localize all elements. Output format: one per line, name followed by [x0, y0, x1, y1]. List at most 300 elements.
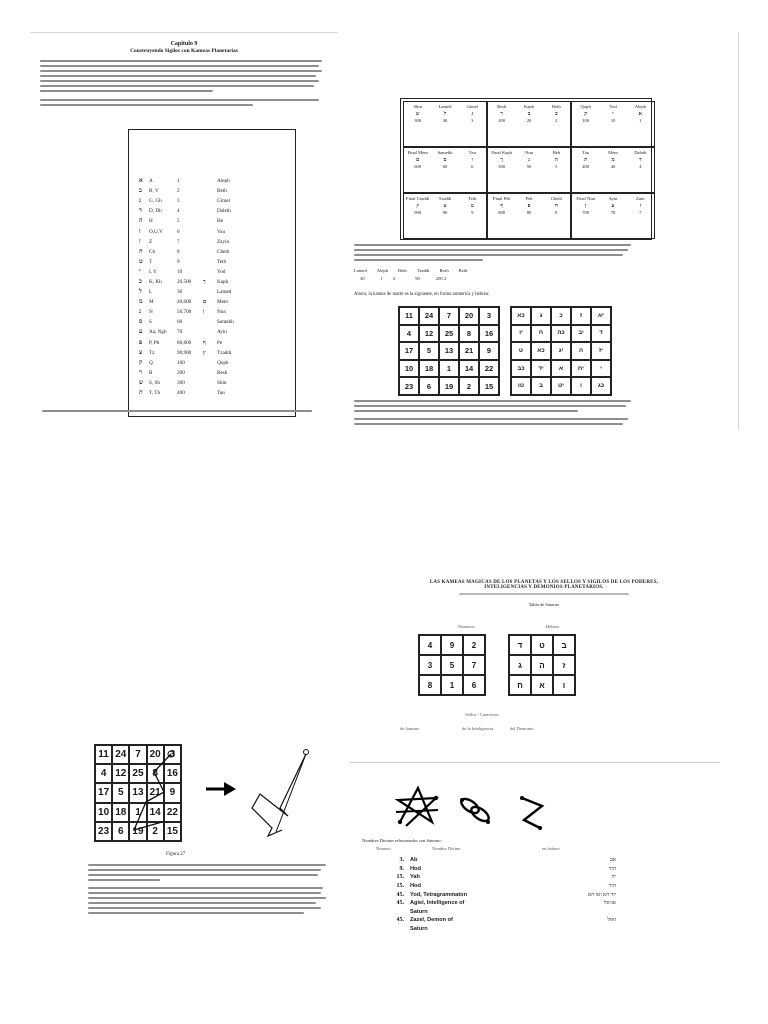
- letter-name: He: [217, 218, 224, 225]
- numeric-value: 9: [177, 258, 180, 265]
- kamea-number-cell: 22: [479, 360, 499, 378]
- page-scan-saturn: [350, 572, 738, 934]
- kamea-number-cell: 23: [399, 377, 419, 395]
- kamea-hebrew-cell: יא: [591, 307, 611, 325]
- kamea-hebrew-cell: א: [551, 360, 571, 378]
- cell-value: 4: [639, 164, 642, 170]
- hebrew-value-table: [400, 98, 652, 240]
- letter-name: Teth: [217, 258, 227, 265]
- alphabet-row: [139, 338, 289, 348]
- cell-letter-name: Zain: [636, 196, 645, 201]
- cell-glyph: כ: [527, 110, 531, 117]
- seal-label-intelligence: de la Inteligencia: [462, 726, 493, 731]
- value-2: 2: [392, 276, 396, 281]
- value-1: 1: [380, 276, 383, 281]
- numeric-value: 10: [177, 268, 183, 275]
- kamea-number-cell: 24: [419, 307, 439, 325]
- transliteration: G, Gh: [149, 198, 162, 205]
- page-scan-alphabet: [30, 32, 338, 429]
- saturn-hebrew-cell: ג: [509, 655, 531, 675]
- saturn-seal-icon: [392, 782, 442, 832]
- demon-seal-dot-2: [538, 826, 542, 830]
- kamea-number-cell: 6: [419, 377, 439, 395]
- hebrew-glyph: ו: [139, 228, 141, 235]
- cell-letter-name: Tau: [582, 150, 590, 155]
- alphabet-row: [139, 237, 289, 247]
- cell-letter-name: Final Mem: [407, 150, 428, 155]
- numeric-value: 90,900: [177, 349, 192, 356]
- cell-glyph: ץ: [416, 202, 420, 209]
- table-block: [403, 147, 487, 193]
- hebrew-glyph: ה: [139, 218, 143, 225]
- seal-end-dot-2: [434, 796, 438, 800]
- saturn-number-cell: 4: [419, 635, 441, 655]
- cell-value: 3: [471, 118, 474, 124]
- value-30: 30: [360, 276, 365, 281]
- seal-dot-1: [460, 798, 464, 802]
- letter-name: Beth: [217, 188, 227, 195]
- cell-value: 10: [610, 118, 616, 124]
- saturn-page-title: LAS KAMEAS MAGICAS DE LOS PLANETAS Y LOS SELLOS Y SIGILOS DE LOS PODERES,: [429, 580, 659, 585]
- transliteration: Aa, Ngh: [149, 329, 167, 336]
- letter-name: Tau: [217, 390, 225, 397]
- seal-end-dot-1: [398, 820, 402, 824]
- saturn-number-cell: 9: [441, 635, 463, 655]
- divine-name-row: [390, 908, 616, 917]
- transliteration: T, Th: [149, 390, 161, 397]
- numeric-value: 7: [177, 238, 180, 245]
- letter-name-row: [354, 268, 467, 273]
- figure-square-cell: 10: [95, 803, 112, 822]
- cell-letter-name: Final Kaph: [491, 150, 512, 155]
- figure-square-cell: 14: [147, 803, 164, 822]
- cell-letter-name: Beth: [551, 104, 561, 109]
- figure-square-cell: 13: [129, 783, 146, 802]
- table-cell: [543, 148, 570, 192]
- figure-square-cell: 20: [147, 745, 164, 764]
- table-cell: [599, 102, 626, 146]
- table-cell: [431, 148, 458, 192]
- kamea-intro-line: Ahora, la kamea de marte es la siguiente, en forma numerica y hebrea:: [354, 292, 490, 297]
- divine-name-hebrew: הוד: [608, 865, 616, 872]
- figure-square-cell: 6: [112, 822, 129, 841]
- figure-square-cell: 2: [147, 822, 164, 841]
- kamea-number-cell: 5: [419, 342, 439, 360]
- numeric-value: 40,600: [177, 299, 192, 306]
- table-block: [403, 193, 487, 239]
- letter-name: Nun: [217, 309, 226, 316]
- figure-square-cell: 21: [147, 783, 164, 802]
- kamea-hebrew-cell: י: [591, 360, 611, 378]
- cell-glyph: ת: [584, 156, 588, 163]
- alphabet-row: [139, 287, 289, 297]
- table-cell: [431, 194, 458, 238]
- cell-value: 5: [555, 164, 558, 170]
- cell-glyph: ע: [611, 202, 615, 209]
- table-block: [571, 193, 655, 239]
- letter-name: Daleth: [217, 208, 231, 215]
- kamea-hebrew-cell: ב: [531, 377, 551, 395]
- numeric-value: 2: [177, 188, 180, 195]
- kamea-hebrew-cell: כא: [511, 307, 531, 325]
- letter-name: Kaph: [217, 278, 229, 285]
- cell-glyph: ך: [500, 156, 503, 163]
- kamea-number-cell: 18: [419, 360, 439, 378]
- divine-name-number: 3.: [399, 857, 404, 864]
- alphabet-row: [139, 327, 289, 337]
- intro-paragraph: [30, 60, 338, 106]
- cell-value: 600: [414, 164, 422, 170]
- alphabet-row: [139, 267, 289, 277]
- transliteration: L: [149, 289, 153, 296]
- divine-name-hebrew: יוד הא ואו הא: [587, 891, 616, 898]
- sigil-end-circle: [304, 750, 309, 755]
- kamea-number-cell: 16: [479, 325, 499, 343]
- kamea-number-cell: 15: [479, 377, 499, 395]
- cell-glyph: מ: [611, 156, 615, 163]
- divine-name-text: Saturn: [410, 926, 428, 933]
- figure-caption: Figura 27: [166, 852, 186, 857]
- letter-name: Cheth: [217, 248, 230, 255]
- label-numbers: Numeros: [458, 624, 475, 629]
- seal-dot-2: [486, 820, 490, 824]
- cell-value: 100: [582, 118, 590, 124]
- divine-name-number: 45.: [396, 891, 404, 898]
- numeric-value: 200: [177, 369, 185, 376]
- saturn-hebrew-cell: ד: [509, 635, 531, 655]
- cell-letter-name: Lamed: [438, 104, 452, 109]
- final-form-glyph: ם: [203, 299, 207, 306]
- cell-value: 60: [442, 164, 448, 170]
- saturn-number-cell: 3: [419, 655, 441, 675]
- table-cell: [627, 194, 654, 238]
- kamea-hebrew-cell: ז: [571, 307, 591, 325]
- value-90: 90: [415, 276, 420, 281]
- alphabet-row: [139, 226, 289, 236]
- hebrew-glyph: פ: [139, 339, 143, 346]
- table-cell: [431, 102, 458, 146]
- kamea-hebrew-cell: כה: [551, 325, 571, 343]
- saturn-number-cell: 8: [419, 675, 441, 695]
- saturn-table-heading: Tabla de Saturno: [528, 602, 560, 607]
- paragraph-after-kamea: [354, 400, 634, 428]
- divine-name-text: Yod, Tetragrammaton: [410, 891, 467, 898]
- cell-value: 20: [526, 118, 532, 124]
- kamea-number-cell: 1: [439, 360, 459, 378]
- saturn-hebrew-cell: א: [531, 675, 553, 695]
- divine-name-number: 15.: [396, 874, 404, 881]
- cell-value: 7: [639, 210, 642, 216]
- cell-letter-name: Shin: [413, 104, 422, 109]
- cell-glyph: ח: [554, 202, 558, 209]
- table-cell: [515, 148, 542, 192]
- figure-square-cell: 16: [164, 764, 181, 783]
- letter-name: Zayin: [217, 238, 230, 245]
- table-block: [487, 101, 571, 147]
- table-cell: [572, 102, 599, 146]
- cell-letter-name: Samekh: [437, 150, 453, 155]
- cell-glyph: ס: [443, 156, 447, 163]
- letter-name: Vau: [217, 228, 226, 235]
- divine-name-hebrew: יה: [611, 874, 616, 881]
- cell-value: 8: [555, 210, 558, 216]
- transliteration: O,U,V: [149, 228, 163, 235]
- kamea-number-cell: 9: [479, 342, 499, 360]
- divine-name-hebrew: הוד: [608, 883, 616, 890]
- table-cell: [404, 102, 431, 146]
- names-heading: Nombres Divinos relacionados con Saturno:: [362, 838, 442, 843]
- kamea-hebrew-cell: כא: [531, 342, 551, 360]
- cell-value: 40: [610, 164, 616, 170]
- cell-value: 9: [471, 210, 474, 216]
- kamea-hebrew-cell: כב: [511, 360, 531, 378]
- cell-letter-name: Teth: [468, 196, 477, 201]
- divine-name-text: Yah: [410, 874, 420, 881]
- numeric-value: 60: [177, 319, 183, 326]
- transliteration: A: [149, 178, 153, 185]
- cell-glyph: ג: [471, 110, 474, 117]
- demon-seal-line: [522, 798, 542, 828]
- numeric-value: 3: [177, 198, 180, 205]
- divider-line: [350, 762, 720, 763]
- kamea-hebrew-cell: ה: [571, 342, 591, 360]
- hebrew-glyph: י: [139, 268, 141, 275]
- hebrew-alphabet-table: [128, 129, 296, 417]
- table-cell: [515, 102, 542, 146]
- figure-square-cell: 8: [147, 764, 164, 783]
- numeric-value: 5: [177, 218, 180, 225]
- saturn-hebrew-cell: ב: [553, 635, 575, 655]
- final-form-glyph: ך: [203, 278, 206, 285]
- table-cell: [627, 102, 654, 146]
- name-beth: Beth: [398, 268, 407, 273]
- saturn-hebrew-cell: ה: [531, 655, 553, 675]
- table-cell: [515, 194, 542, 238]
- letter-name: Resh: [217, 369, 228, 376]
- kamea-number-cell: 12: [419, 325, 439, 343]
- figure-square-cell: 9: [164, 783, 181, 802]
- col-numero: Numero: [376, 846, 391, 851]
- divine-name-row: [390, 916, 616, 925]
- figure-square-cell: 5: [112, 783, 129, 802]
- figure-square-cell: 23: [95, 822, 112, 841]
- page-scan-mars-kamea: [338, 32, 739, 430]
- cell-glyph: י: [612, 110, 614, 117]
- transliteration: Tz: [149, 349, 155, 356]
- cell-glyph: ז: [639, 202, 642, 209]
- kamea-number-cell: 13: [439, 342, 459, 360]
- figure-paragraph: [88, 864, 328, 917]
- col-hebreo: en hebreo: [542, 846, 560, 851]
- cell-letter-name: Peh: [525, 196, 533, 201]
- cell-letter-name: Nun: [525, 150, 533, 155]
- numeric-value: 4: [177, 208, 180, 215]
- hebrew-glyph: ד: [139, 208, 142, 215]
- kamea-number-cell: 25: [439, 325, 459, 343]
- hebrew-glyph: ר: [139, 369, 142, 376]
- divine-name-row: [390, 890, 616, 899]
- mars-kamea-numeric: [398, 306, 500, 396]
- hebrew-glyph: ז: [139, 238, 141, 245]
- saturn-number-cell: 5: [441, 655, 463, 675]
- letter-name: Yod: [217, 268, 226, 275]
- cell-letter-name: Aleph: [634, 104, 646, 109]
- letter-name: Mem: [217, 299, 228, 306]
- name-resh: Resh: [439, 268, 449, 273]
- col-nombre: Nombre Divino: [432, 846, 461, 851]
- cell-value: 800: [498, 210, 506, 216]
- divine-name-row: [390, 865, 616, 874]
- cell-value: 2: [555, 118, 558, 124]
- cell-glyph: ב: [555, 110, 558, 117]
- saturn-hebrew-cell: ו: [553, 675, 575, 695]
- cell-letter-name: Resh: [497, 104, 507, 109]
- kamea-hebrew-cell: כג: [591, 377, 611, 395]
- transliteration: N: [149, 309, 153, 316]
- table-block: [487, 193, 571, 239]
- cell-value: 30: [442, 118, 448, 124]
- hebrew-glyph: ג: [139, 198, 141, 205]
- saturn-kamea-numeric: [418, 634, 486, 696]
- cell-value: 70: [610, 210, 616, 216]
- hebrew-glyph: נ: [139, 309, 141, 316]
- cell-letter-name: Vau: [468, 150, 476, 155]
- alphabet-row: [139, 277, 289, 287]
- divine-name-row: [390, 856, 616, 865]
- sigil-stroke: [276, 754, 306, 832]
- table-cell: [404, 148, 431, 192]
- divine-name-row: [390, 899, 616, 908]
- figure-square-cell: 11: [95, 745, 112, 764]
- cell-glyph: ש: [415, 110, 420, 117]
- table-cell: [488, 194, 515, 238]
- kamea-hebrew-cell: יב: [571, 325, 591, 343]
- final-form-glyph: ף: [203, 339, 206, 346]
- cell-glyph: ה: [554, 156, 558, 163]
- saturn-hebrew-cell: ז: [553, 655, 575, 675]
- transliteration: R: [149, 369, 153, 376]
- numeric-value: 1: [177, 178, 180, 185]
- table-cell: [543, 102, 570, 146]
- transliteration: D, Dh: [149, 208, 162, 215]
- cell-letter-name: Mem: [608, 150, 618, 155]
- kamea-number-cell: 14: [459, 360, 479, 378]
- transliteration: K, Kh: [149, 278, 162, 285]
- table-block: [403, 101, 487, 147]
- transliteration: S, Sh: [149, 379, 160, 386]
- cell-glyph: ף: [500, 202, 503, 209]
- divine-name-text: Hod: [410, 883, 421, 890]
- cell-glyph: פ: [527, 202, 531, 209]
- kamea-number-cell: 7: [439, 307, 459, 325]
- divine-name-text: Agiel, Intelligence of: [410, 900, 465, 907]
- letter-name: Tzaddi: [217, 349, 232, 356]
- letter-name: Qoph: [217, 359, 229, 366]
- transliteration: Q: [149, 359, 153, 366]
- cell-letter-name: Final Peh: [492, 196, 511, 201]
- label-hebrew: Hebreo: [546, 624, 560, 629]
- letter-name: Pe: [217, 339, 223, 346]
- hebrew-glyph: ט: [139, 258, 143, 265]
- figure-square-cell: 19: [129, 822, 146, 841]
- letter-name: Aleph: [217, 178, 230, 185]
- cell-value: 500: [498, 164, 506, 170]
- kamea-number-cell: 20: [459, 307, 479, 325]
- kamea-hebrew-cell: ט: [511, 342, 531, 360]
- table-block: [571, 147, 655, 193]
- figure-square-cell: 1: [129, 803, 146, 822]
- divine-name-text: Zazel, Demon of: [410, 917, 453, 924]
- hebrew-glyph: ת: [139, 390, 143, 397]
- name-aleph: Aleph: [376, 268, 388, 273]
- transliteration: I, Y: [149, 268, 157, 275]
- figure-square-cell: 18: [112, 803, 129, 822]
- table-cell: [459, 148, 486, 192]
- cell-value: 400: [582, 164, 590, 170]
- cell-value: 700: [582, 210, 590, 216]
- kamea-hebrew-cell: יח: [571, 360, 591, 378]
- chapter-title: Construyendo Sigilos con Kameas Planetarias: [130, 48, 238, 54]
- divine-name-hebrew: אב: [610, 857, 616, 864]
- cell-letter-name: Daleth: [634, 150, 647, 155]
- divine-name-text: Saturn: [410, 908, 428, 915]
- sigil-trace-overlay: [94, 744, 180, 840]
- numeric-value: 400: [177, 390, 185, 397]
- kamea-number-cell: 3: [479, 307, 499, 325]
- footer-paragraph: [42, 410, 312, 415]
- alphabet-row: [139, 257, 289, 267]
- transliteration: B, V: [149, 188, 159, 195]
- numeric-value: 80,800: [177, 339, 192, 346]
- hebrew-glyph: ח: [139, 248, 143, 255]
- numeric-value: 100: [177, 359, 185, 366]
- saturn-page-title-2: INTELIGENCIAS Y DEMONIOS PLANETARIOS.: [484, 585, 604, 590]
- letter-value-row: [354, 276, 446, 281]
- kamea-hebrew-cell: ג: [531, 307, 551, 325]
- alphabet-row: [139, 388, 289, 398]
- hebrew-glyph: ל: [139, 289, 142, 296]
- cell-value: 900: [414, 210, 422, 216]
- figure-square-cell: 4: [95, 764, 112, 783]
- letter-name: Lamed: [217, 289, 232, 296]
- kamea-number-cell: 21: [459, 342, 479, 360]
- paragraph-sigil-method: [354, 244, 634, 264]
- figure-square-cell: 3: [164, 745, 181, 764]
- cell-value: 300: [414, 118, 422, 124]
- alphabet-row: [139, 196, 289, 206]
- demon-seal-icon: [518, 794, 548, 834]
- numeric-value: 50,700: [177, 309, 192, 316]
- cell-letter-name: Final Nun: [576, 196, 595, 201]
- alphabet-row: [139, 247, 289, 257]
- cell-glyph: צ: [443, 202, 447, 209]
- cell-letter-name: Ayin: [608, 196, 618, 201]
- alphabet-row: [139, 176, 289, 186]
- kamea-hebrew-cell: יז: [591, 342, 611, 360]
- letter-name: Ayin: [217, 329, 227, 336]
- hebrew-glyph: א: [139, 178, 143, 185]
- cell-letter-name: Kaph: [524, 104, 534, 109]
- kamea-number-cell: 19: [439, 377, 459, 395]
- cell-value: 50: [526, 164, 532, 170]
- transliteration: Ch: [149, 248, 156, 255]
- demon-seal-dot-1: [520, 796, 524, 800]
- cell-letter-name: Cheth: [550, 196, 562, 201]
- cell-value: 200: [498, 118, 506, 124]
- numeric-value: 20,500: [177, 278, 192, 285]
- alphabet-row: [139, 206, 289, 216]
- transliteration: Z: [149, 238, 153, 245]
